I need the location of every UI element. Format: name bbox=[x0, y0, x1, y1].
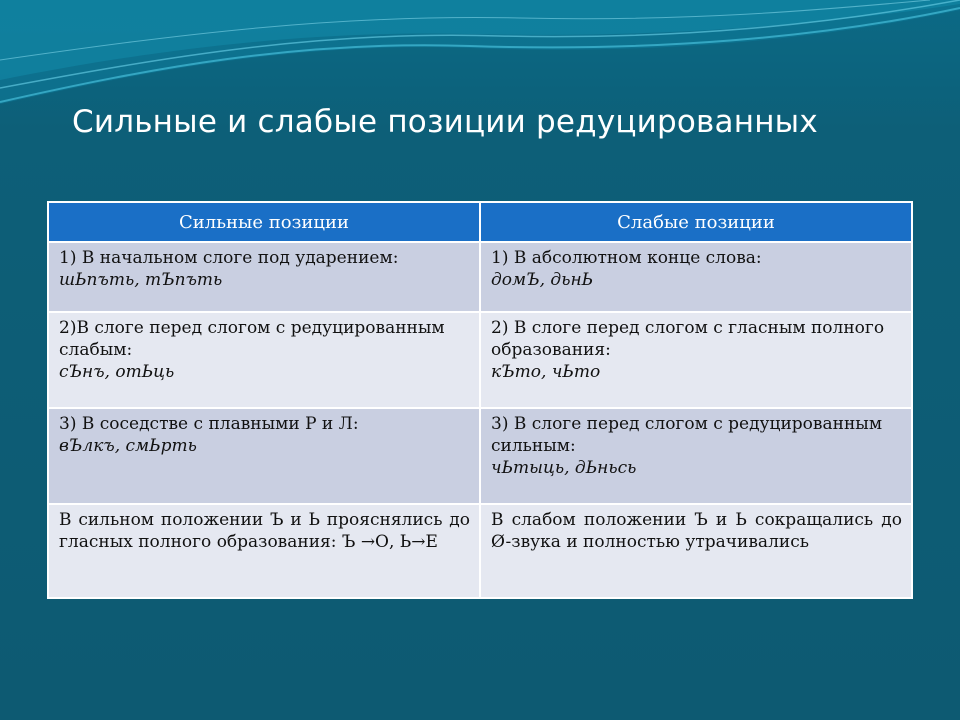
decorative-waves bbox=[0, 0, 960, 110]
strong-position-example: сЪнъ, отЬць bbox=[59, 362, 175, 382]
strong-position-cell bbox=[48, 242, 480, 312]
weak-position-example: домЪ, дьнЬ bbox=[491, 270, 594, 290]
strong-position-text: 2)В слоге перед слогом с редуцированным слабым: bbox=[59, 318, 445, 360]
weak-position-cell bbox=[480, 408, 912, 504]
header-strong-positions: Сильные позиции bbox=[48, 202, 480, 242]
header-weak-positions: Слабые позиции bbox=[480, 202, 912, 242]
strong-position-cell bbox=[48, 408, 480, 504]
weak-position-cell bbox=[480, 242, 912, 312]
strong-summary-cell bbox=[48, 504, 480, 598]
weak-summary-cell bbox=[480, 504, 912, 598]
weak-position-text: 1) В абсолютном конце слова: bbox=[491, 248, 762, 268]
positions-table bbox=[47, 201, 913, 599]
strong-position-text: 1) В начальном слоге под ударением: bbox=[59, 248, 399, 268]
weak-position-text: 3) В слоге перед слогом с редуцированным сильным: bbox=[491, 414, 883, 456]
weak-position-cell bbox=[480, 312, 912, 408]
weak-position-text: 2) В слоге перед слогом с гласным полного образования: bbox=[491, 318, 885, 360]
table-header-row bbox=[48, 202, 912, 242]
weak-position-example: кЪто, чЬто bbox=[491, 362, 601, 382]
strong-position-example: вЪлкъ, смЬрть bbox=[59, 436, 197, 456]
slide-title: Сильные и слабые позиции редуцированных bbox=[72, 104, 818, 140]
weak-position-example: чЬтыць, дЬньсь bbox=[491, 458, 637, 478]
table-row bbox=[48, 408, 912, 504]
table-row bbox=[48, 504, 912, 598]
weak-summary-text: В слабом положении Ъ и Ь сокращались до Ø-звука и полностью утрачивались bbox=[491, 510, 902, 552]
strong-summary-text: В сильном положении Ъ и Ь прояснялись до гласных полного образования: Ъ →О, Ь→Е bbox=[59, 510, 470, 552]
table-row bbox=[48, 312, 912, 408]
strong-position-text: 3) В соседстве с плавными Р и Л: bbox=[59, 414, 359, 434]
table-row bbox=[48, 242, 912, 312]
strong-position-cell bbox=[48, 312, 480, 408]
strong-position-example: шЬпъть, тЪпъть bbox=[59, 270, 223, 290]
